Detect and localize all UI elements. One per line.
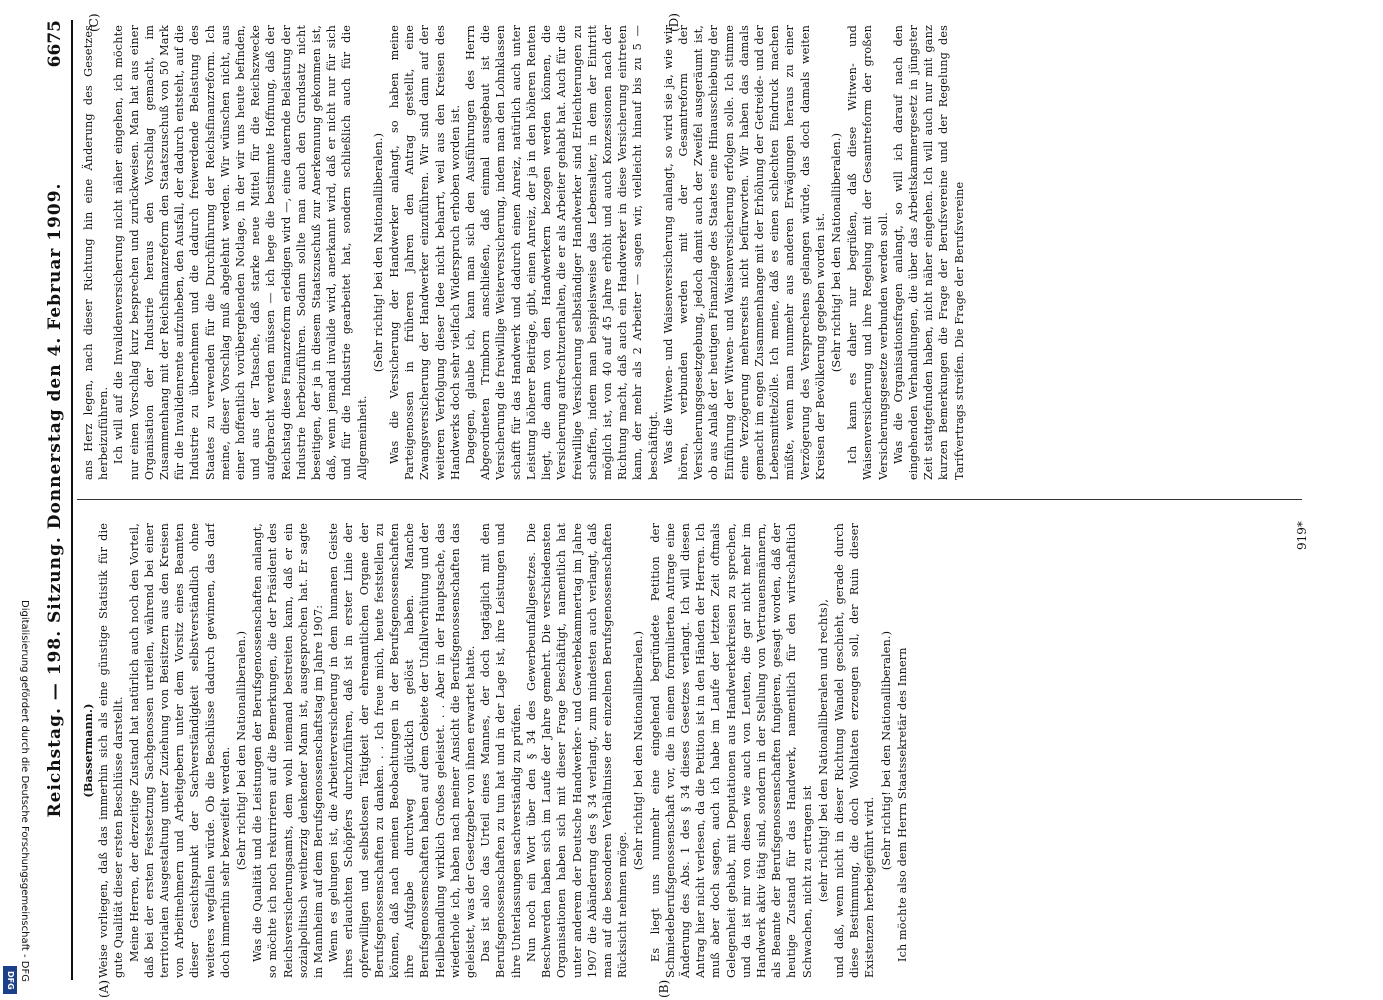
paragraph: Ich möchte also dem Herrn Staatssekretär des Innern: [895, 647, 909, 962]
margin-marker-c: (C): [87, 13, 101, 32]
quotation: Wenn es gelungen ist, die Arbeiterversicherung in dem humanen Geiste ihres erlauchten Schöpfers durchzuführen, daß ist in erster Linie der opferwilligen und selbstlosen Tätigkeit der ehrenamtlichen Organe der Berufsgenossenschaften zu danken. . . Ich freue mich, heute feststellen zu können, daß nach meinen Beobachtungen in der Berufsgenossenschaften ihre Aufgabe durchweg glücklich gelöst haben. Manche Berufsgenossenschaften haben auf dem Gebiete der Unfallverhütung und der Heilbehandlung wirklich Großes geleistet. . . Aber in der Hauptsache, das wiederhole ich, haben nach meiner Ansicht die Berufsgenossenschaften das geleistet, was der Gesetzgeber von ihnen erwartet hatte.: [327, 523, 478, 978]
digitization-note: [2, 600, 30, 996]
paragraph: Ich kann es daher nur begrüßen, daß diese Witwen- und Waisenversicherung und ihre Regelung mit der Gesamtreform der großen Versicherungsgesetze verbunden werden soll.: [846, 25, 890, 480]
paragraph: Was die Versicherung der Handwerker anlangt, so haben meine Parteigenossen in früheren Jahren den Antrag gestellt, eine Zwangsversicherung der Handwerker einzuführen. Wir sind dann auf der weiteren Verfolgung dieser Idee nicht beharrt, weil aus den Kreisen des Handwerks doch sehr vielfach Widerspruch erhoben worden ist.: [388, 25, 462, 480]
running-header: [45, 20, 85, 980]
signature-mark: 919*: [1295, 521, 1309, 550]
paragraph: Das ist also das Urteil eines Mannes, der doch tagtäglich mit den Berufsgenossenschaften zu tun hat und in der Lage ist, ihre Leistungen und ihre Unterlassungen sachverständig zu prüfen.: [479, 523, 523, 978]
paragraph: Meine Herren, der derzeitige Zustand hat natürlich auch noch den Vorteil, daß bei der ersten Festsetzung Sachgenossen urteilen, während bei einer territorialen Ausgestaltung unter Zuziehung von Beisitzern aus den Kreisen von Arbeitnehmern und Arbeitgebern unter dem Vorsitz eines Beamten dieser Gesichtspunkt der Sachverständigkeit selbstverständlich ohne weiteres wegfallen würde. Ob die Beschlüsse dadurch gewinnen, das darf doch immerhin sehr bezweifelt werden.: [127, 523, 232, 978]
speaker-name: (Bassermann.): [81, 703, 95, 798]
paragraph: Ich will auf die Invalidenversicherung nicht näher eingehen, ich möchte nur einen Vorschlag kurz besprechen und zurückweisen. Man hat aus einer Organisation der Industrie heraus den Vorschlag gemacht, im Zusammenhang mit der Reichsfinanzreform den Staatszuschuß von 50 Mark für die Invalidenrente aufzuheben, den Ausfall, der dadurch entsteht, auf die Industrie zu übernehmen und die dadurch freiwerdende Belastung des Staates zu verwenden für die Durchführung der Reichsfinanzreform. Ich meine, dieser Vorschlag muß abgelehnt werden. Wir wünschen nicht, aus einer hoffentlich vorübergehenden Notlage, in der wir uns heute befinden, und aus der Tatsache, daß starke neue Mittel für die Reichszwecke aufgebracht werden müssen — ich hege die bestimmte Hoffnung, daß der Reichstag diese Finanzreform erledigen wird —, eine dauernde Belastung der Industrie herbeizuführen. Sodann sollte man auch den Grundsatz nicht beseitigen, der ja in diesem Staatszuschuß zur Anerkennung gekommen ist, daß, wenn jemand invalide wird, anerkannt wird, daß er nicht nur für sich und für die Industrie gearbeitet hat, sondern schließlich auch für die Allgemeinheit.: [112, 25, 369, 480]
column-divider: [77, 499, 1302, 500]
left-column: [81, 523, 1291, 978]
interjection: (Sehr richtig! bei den Nationalliberalen.): [829, 132, 843, 373]
paragraph: Weise vorliegen, daß das immerhin sich als eine günstige Statistik für die gute Qualität dieser ersten Beschlüsse darstellt.: [97, 523, 126, 978]
paragraph: Es liegt uns nunmehr eine eingehend begründete Petition der Schmiedeberufsgenossenschaft vor, die in einem formulierten Antrage eine Änderung des Abs. 1 des § 34 dieses Gesetzes verlangt. Ich will diesen Antrag hier nicht verlesen, da die Petition ist in den Händen der Herren. Ich muß aber doch sagen, auch ich habe im Laufe der letzten Zeit oftmals Gelegenheit gehabt, mit Deputationen aus Handwerkerkreisen zu sprechen, und da ist mir von diesen wie auch von Leuten, die gar nicht mehr im Handwerk aktiv tätig sind, sondern in der Stellung von Vertrauensmännern, als Beamte der Berufsgenossenschaften fungieren, gesagt worden, daß der heutige Zustand für das Handwerk, namentlich für den wirtschaftlich Schwachen, nicht zu ertragen ist: [648, 523, 814, 978]
interjection: (sehr richtig! bei den Nationalliberalen und rechts),: [816, 598, 830, 903]
paragraph: Dagegen, glaube ich, kann man sich den Ausführungen des Herrn Abgeordneten Trimborn anschließen, daß einmal ausgebaut ist die Versicherung die freiwillige Weiterversicherung, indem man den Lohnklassen schafft für das Handwerk und dadurch einen Anreiz, natürlich auch unter Leistung höherer Beiträge, gibt, einen Anreiz, der ja in den höheren Renten liegt, die dann von den Handwerkern bezogen werden können, die Versicherung aufrechtzuerhalten, die er als Arbeiter gehabt hat. Auch für die freiwillige Versicherung selbständiger Handwerker sind Erleichterungen zu schaffen, indem man beispielsweise das Lebensalter, in dem der Eintritt möglich ist, von 40 auf 45 Jahre erhöht und auch Konzessionen nach der Richtung macht, daß auch ein Handwerker in diese Versicherung eintreten kann, der mehr als 2 Arbeiter — sagen wir, vielleicht hinauf bis zu 5 — beschäftigt.: [464, 25, 660, 480]
margin-marker-a: (A): [97, 979, 111, 998]
margin-marker-b: (B): [657, 979, 671, 998]
paragraph: und daß, wenn nicht in dieser Richtung Wandel geschieht, gerade durch diese Bestimmung, die doch Wohltaten erzeugen soll, der Ruin dieser Existenzen herbeigeführt wird.: [832, 523, 877, 978]
header-rule: [71, 20, 73, 980]
interjection: (Sehr richtig! bei den Nationalliberalen.): [371, 132, 385, 373]
dfg-logo[interactable]: DFG: [3, 966, 17, 994]
paragraph: Was die Qualität und die Leistungen der Berufsgenossenschaften anlangt, so möchte ich noch rekurrieren auf die Bemerkungen, die der Präsident des Reichsversicherungsamts, dem wohl niemand bestreiten kann, daß er ein sozialpolitisch weitherzig denkender Mann ist, ausgesprochen hat. Er sagte in Mannheim auf dem Berufsgenossenschaftstag im Jahre 1907:: [251, 523, 326, 978]
right-column: [81, 25, 1291, 480]
digitization-text: Digitalisierung gefördert durch die Deutsche Forschungsgemeinschaft - DFG: [19, 600, 30, 983]
interjection: (Sehr richtig! bei den Nationalliberalen.): [632, 630, 646, 871]
interjection: (Sehr richtig! bei den Nationalliberalen.): [879, 630, 893, 871]
paragraph: ans Herz legen, nach dieser Richtung hin eine Änderung des Gesetzes herbeizuführen.: [82, 25, 111, 480]
rotated-newspaper-page: [37, 0, 1312, 1000]
paragraph: Was die Organisationsfragen anlangt, so will ich darauf nach den eingehenden Verhandlungen, die über das Arbeitskammergesetz in jüngster Zeit stattgefunden haben, nicht näher eingehen. Ich will auch nur mit ganz kurzen Bemerkungen die Frage der Berufsvereine und der Regelung des Tarifvertrags streifen. Die Frage der Berufsvereine: [891, 25, 966, 480]
margin-marker-d: (D): [667, 13, 681, 32]
paragraph: Was die Witwen- und Waisenversicherung anlangt, so wird sie ja, wie wir hören, verbunden werden mit der Gesamtreform der Versicherungsgesetzgebung, jedoch damit auch der Zweifel ausgeräumt ist, ob aus Anlaß der heutigen Finanzlage des Staates eine Hinausschiebung der Einführung der Witwen- und Waisenversicherung erfolgen solle. Ich stimme eine Verzögerung mehrerseits nicht befürworten. Wir haben das damals gemacht im engen Zusammenhange mit der Erhöhung der Getreide- und der Lebensmittelzölle. Ich meine, daß es einen schlechten Eindruck machen müßte, wenn man nunmehr aus anderen Erwägungen heraus zu einer Verzögerung des Versprechens gelangen würde, das doch damals weiten Kreisen der Bevölkerung gegeben worden ist.: [661, 25, 827, 480]
interjection: (Sehr richtig! bei den Nationalliberalen.): [235, 630, 249, 871]
page-number: 6675: [45, 20, 65, 68]
paragraph: Nun noch ein Wort über den § 34 des Gewerbeunfallgesetzes. Die Beschwerden haben sich im Laufe der Jahre gemehrt. Die verschiedensten Organisationen haben sich mit dieser Frage beschäftigt, namentlich hat unter anderem der Deutsche Handwerker- und Gewerbekammertag im Jahre 1907 die Abänderung des § 34 verlangt, zum mindesten auch verlangt, daß man auf die besonderen Verhältnisse der einzelnen Berufsgenossenschaften Rücksicht nehmen möge.: [524, 523, 630, 978]
header-title: Reichstag. — 198. Sitzung. Donnerstag den 4. Februar 1909.: [45, 182, 65, 818]
